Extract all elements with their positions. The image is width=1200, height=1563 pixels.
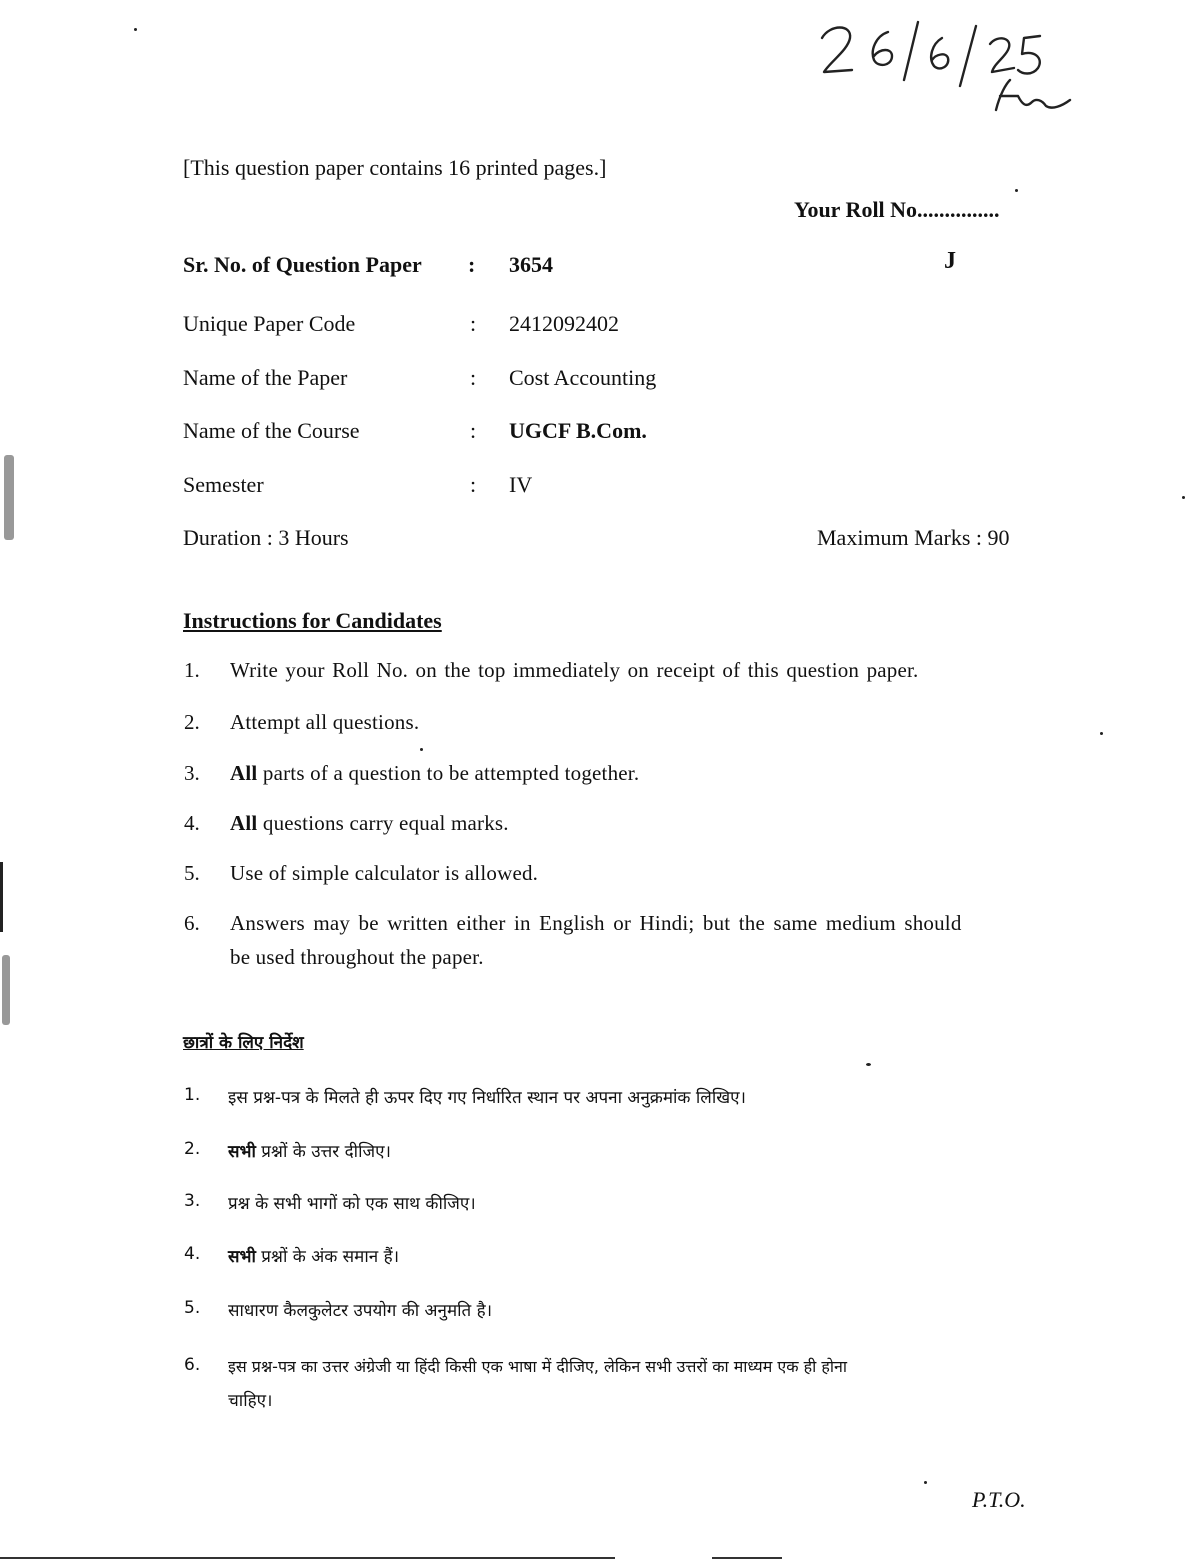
item-number: 3. (184, 1191, 201, 1211)
item-text: प्रश्न के सभी भागों को एक साथ कीजिए। (228, 1194, 476, 1214)
detail-label-paper-name: Name of the Paper (183, 365, 348, 390)
item-number: 2. (184, 710, 200, 734)
item-text-continued: चाहिए। (228, 1391, 273, 1411)
detail-value-serial: 3654 (509, 252, 553, 277)
bottom-edge-line (0, 1557, 615, 1559)
item-text: साधारण कैलकुलेटर उपयोग की अनुमति है। (228, 1301, 493, 1321)
detail-colon: : (470, 311, 477, 336)
page-count-note: [This question paper contains 16 printed pages.] (183, 155, 607, 180)
detail-label-course: Name of the Course (183, 418, 360, 443)
item-text: questions carry equal marks. (257, 811, 509, 835)
list-item (230, 761, 639, 786)
item-number: 1. (184, 1085, 201, 1105)
roll-number-field: Your Roll No............... (794, 197, 1000, 222)
item-number: 3. (184, 761, 200, 785)
detail-label-semester: Semester (183, 472, 264, 497)
item-text: इस प्रश्न-पत्र के मिलते ही ऊपर दिए गए निर्धारित स्थान पर अपना अनुक्रमांक लिखिए। (228, 1088, 746, 1108)
item-number: 4. (184, 1244, 201, 1264)
item-number: 6. (184, 1355, 201, 1375)
detail-value-semester: IV (509, 472, 533, 497)
item-text: Use of simple calculator is allowed. (230, 861, 539, 885)
item-emphasis: All (230, 811, 258, 835)
detail-value-course: UGCF B.Com. (509, 418, 647, 443)
instructions-heading: Instructions for Candidates (183, 608, 442, 633)
item-text-line (228, 1139, 391, 1162)
item-number: 2. (184, 1139, 201, 1159)
item-number: 5. (184, 861, 200, 885)
please-turn-over: P.T.O. (972, 1487, 1026, 1512)
list-item (230, 811, 509, 836)
maximum-marks: Maximum Marks : 90 (817, 525, 1010, 550)
detail-colon: : (470, 472, 477, 497)
item-emphasis: सभी (228, 1247, 256, 1267)
detail-value-paper-code: 2412092402 (509, 311, 619, 336)
detail-colon: : (470, 365, 477, 390)
item-emphasis: सभी (228, 1142, 256, 1162)
item-text: Write your Roll No. on the top immediately on receipt of this question paper. (230, 658, 919, 682)
item-text: प्रश्नों के उत्तर दीजिए। (255, 1142, 391, 1162)
hindi-instructions-heading: छात्रों के लिए निर्देश (183, 1033, 304, 1053)
detail-label-serial: Sr. No. of Question Paper (183, 252, 422, 277)
detail-value-paper-name: Cost Accounting (509, 365, 657, 390)
bottom-edge-line (712, 1557, 782, 1559)
item-text: Answers may be written either in English or Hindi; but the same medium should (230, 911, 962, 935)
item-text: प्रश्नों के अंक समान हैं। (255, 1247, 400, 1267)
detail-label-paper-code: Unique Paper Code (183, 311, 356, 336)
item-emphasis: All (230, 761, 258, 785)
item-number: 4. (184, 811, 200, 835)
item-text-continued: be used throughout the paper. (230, 945, 484, 969)
item-text: parts of a question to be attempted together. (257, 761, 640, 785)
detail-colon: : (470, 418, 477, 443)
item-number: 5. (184, 1298, 201, 1318)
handwritten-date-note (800, 10, 1090, 120)
item-text: Attempt all questions. (230, 710, 420, 734)
item-number: 6. (184, 911, 200, 935)
item-text: इस प्रश्न-पत्र का उत्तर अंग्रेजी या हिंदी किसी एक भाषा में दीजिए, लेकिन सभी उत्तरों का माध्यम एक ही होना (228, 1357, 847, 1376)
set-letter: J (944, 248, 956, 274)
item-number: 1. (184, 658, 200, 682)
duration: Duration : 3 Hours (183, 525, 349, 550)
detail-colon: : (468, 252, 476, 277)
item-text-line (228, 1244, 399, 1267)
